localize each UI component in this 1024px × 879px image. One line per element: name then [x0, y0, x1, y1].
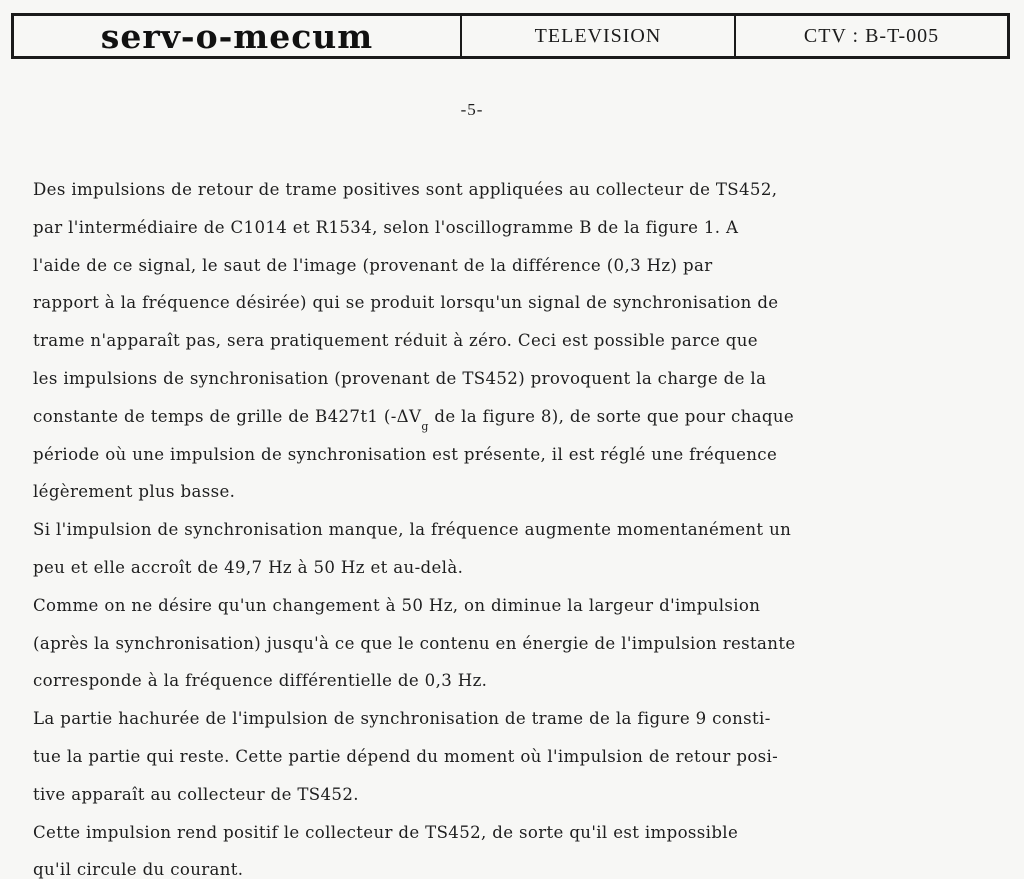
brand-title: serv-o-mecum [14, 16, 462, 56]
text-line: peu et elle accroît de 49,7 Hz à 50 Hz et au-delà. [33, 557, 464, 577]
text-line: période où une impulsion de synchronisation est présente, il est réglé une fréquence [33, 444, 778, 464]
text-line: qu'il circule du courant. [33, 860, 244, 879]
text-line: Des impulsions de retour de trame positives sont appliquées au collecteur de TS452, [33, 180, 778, 199]
page-number: -5- [460, 100, 484, 119]
text-line: Comme on ne désire qu'un changement à 50 Hz, on diminue la largeur d'impulsion [33, 595, 761, 615]
text-line: (après la synchronisation) jusqu'à ce que le contenu en énergie de l'impulsion restante [33, 633, 796, 653]
subscript: g [421, 419, 429, 433]
text-line: La partie hachurée de l'impulsion de synchronisation de trame de la figure 9 consti- [33, 709, 771, 729]
reference-code: CTV : B-T-005 [803, 24, 940, 47]
text-line [33, 398, 1018, 436]
header-box [11, 13, 1010, 59]
text-line: tue la partie qui reste. Cette partie dépend du moment où l'impulsion de retour posi- [33, 746, 779, 766]
text-line: tive apparaît au collecteur de TS452. [33, 784, 359, 804]
body-text [33, 171, 1018, 879]
text-line: les impulsions de synchronisation (provenant de TS452) provoquent la charge de la [33, 368, 767, 388]
section-label: TELEVISION [462, 16, 736, 56]
text-line: légèrement plus basse. [33, 482, 236, 502]
text-line-part: de la figure 8), de sorte que pour chaque [428, 406, 795, 426]
text-line: l'aide de ce signal, le saut de l'image (provenant de la différence (0,3 Hz) par [33, 255, 713, 275]
text-line: Si l'impulsion de synchronisation manque, la fréquence augmente momentanément un [33, 520, 792, 540]
text-line: trame n'apparaît pas, sera pratiquement réduit à zéro. Ceci est possible parce que [33, 331, 758, 351]
text-line: rapport à la fréquence désirée) qui se produit lorsqu'un signal de synchronisation de [33, 293, 779, 313]
text-line-part: constante de temps de grille de B427t1 (-ΔV [33, 406, 422, 426]
text-line: corresponde à la fréquence différentielle de 0,3 Hz. [33, 671, 488, 691]
text-line: par l'intermédiaire de C1014 et R1534, selon l'oscillogramme B de la figure 1. A [33, 217, 739, 237]
text-line: Cette impulsion rend positif le collecteur de TS452, de sorte qu'il est impossible [33, 822, 739, 842]
